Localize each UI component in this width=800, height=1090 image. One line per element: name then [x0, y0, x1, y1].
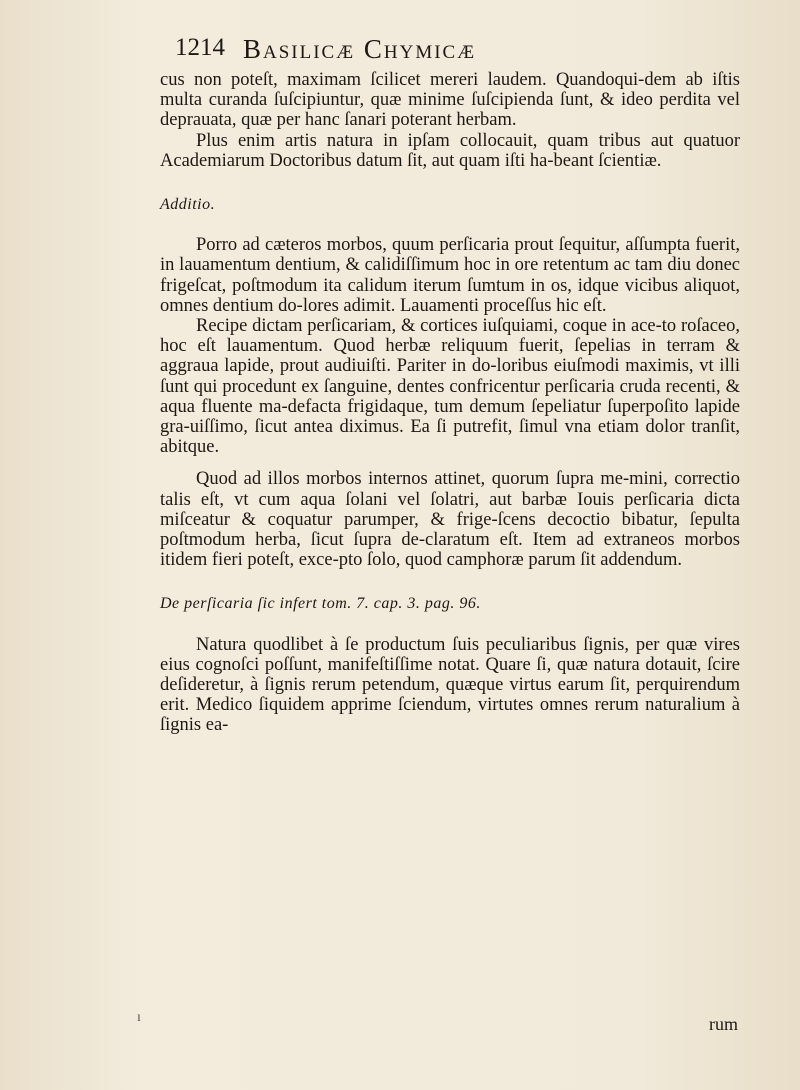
paragraph-2: Plus enim artis natura in ipſam collocauit, quam tribus aut quatuor Academiarum Doctoribus datum ſit, aut quam iſti ha-beant ſcientiæ.	[160, 130, 740, 171]
running-head: Basilicæ Chymicæ	[243, 34, 477, 64]
paragraph-6: Natura quodlibet à ſe productum ſuis peculiaribus ſignis, per quæ vires eius cognoſci poſſunt, manifeſtiſſime notat. Quare ſi, quæ natura dotauit, ſcire deſideretur, à ſignis rerum petendum, quæque virtus earum ſit, perquirendum erit. Medico ſiquidem apprime ſciendum, virtutes omnes rerum naturalium à ſignis ea-	[160, 634, 740, 736]
catchword: rum	[709, 1014, 738, 1034]
page-number: 1214	[175, 34, 225, 61]
paragraph-3: Porro ad cæteros morbos, quum perſicaria prout ſequitur, aſſumpta fuerit, in lauamentum dentium, & calidiſſimum hoc in ore retentum ac tam diu donec frigeſcat, poſtmodum ita calidum iterum ſumtum in os, idque vicibus aliquot, omnes dentium do-lores adimit. Lauamenti proceſſus hic eſt.	[160, 235, 740, 316]
heading-de-persicaria: De perſicaria ſic infert tom. 7. cap. 3. pag. 96.	[160, 595, 481, 613]
main-text	[160, 70, 740, 736]
paragraph-1: cus non poteſt, maximam ſcilicet mereri laudem. Quandoqui-dem ab iſtis multa curanda ſuſcipiuntur, quæ minime ſuſcipienda ſunt, & ideo perdita vel deprauata, quæ per hanc ſanari poterant herbam.	[160, 70, 740, 131]
paragraph-5: Quod ad illos morbos internos attinet, quorum ſupra me-mini, correctio talis eſt, vt cum aqua ſolani vel ſolatri, aut barbæ Iouis perſicaria dicta miſceatur & coquatur parumper, & frige-ſcens decoctio bibatur, ſepulta poſtmodum herba, ſicut ſupra de-claratum eſt. Item ad extraneos morbos itidem fieri poteſt, exce-pto ſolo, quod camphoræ parum ſit addendum.	[160, 469, 740, 571]
paragraph-4: Recipe dictam perſicariam, & cortices iuſquiami, coque in ace-to roſaceo, hoc eſt lauamentum. Quod herbæ reliquum fuerit, ſepelias in terram & aggraua lapide, prout audiuiſti. Pariter in do-loribus eiuſmodi maximis, vt illi ſunt qui procedunt ex ſanguine, dentes confricentur perſicaria cruda recenti, & aqua fluente ma-defacta frigidaque, tum demum ſepeliatur ſuperpoſito lapide gra-uiſſimo, ſicut antea diximus. Ea ſi putrefit, ſimul vna etiam dolor tranſit, abitque.	[160, 316, 740, 458]
margin-mark: ı	[137, 1010, 141, 1025]
heading-additio: Additio.	[160, 196, 216, 214]
page-header	[175, 34, 735, 70]
